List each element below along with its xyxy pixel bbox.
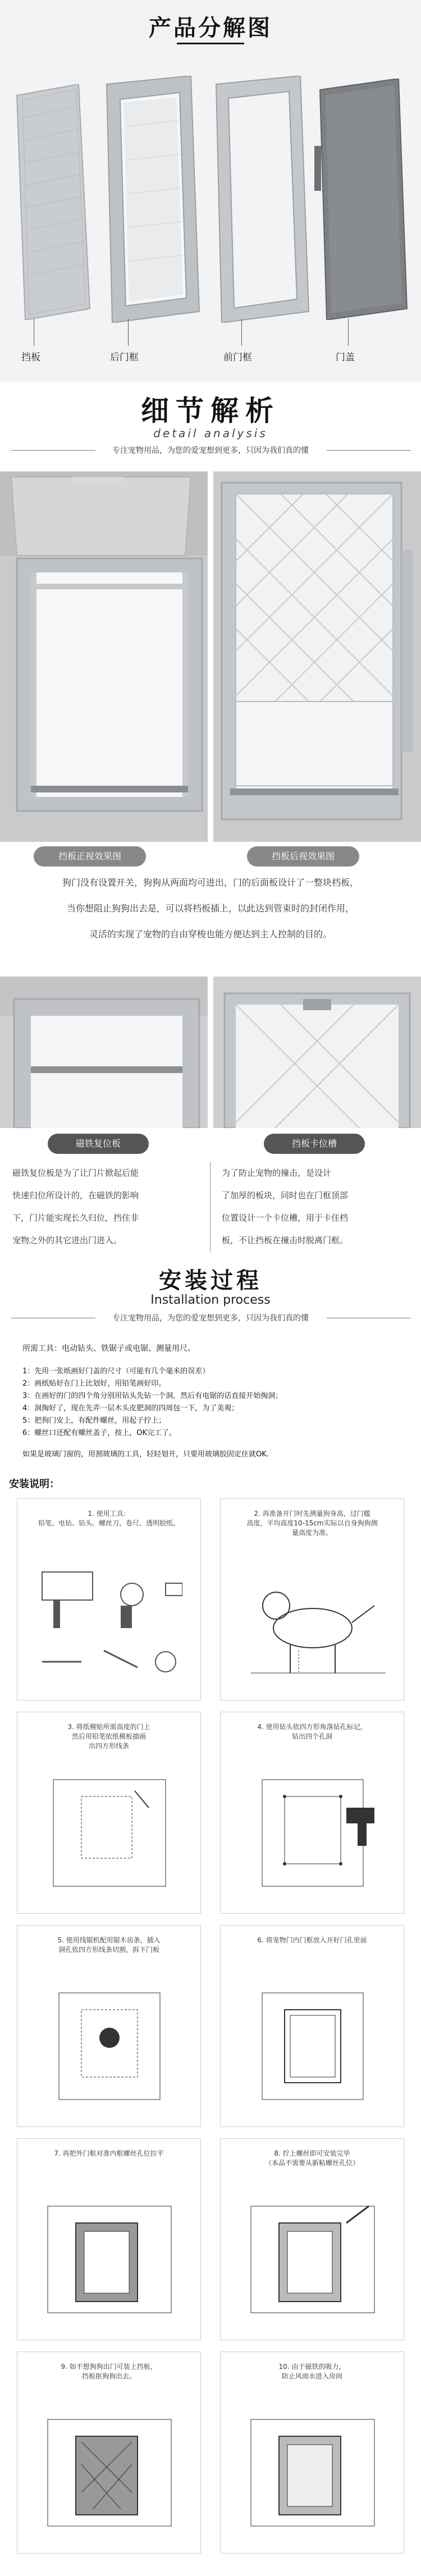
back-view-label: 挡板后视效果图 [247,846,359,867]
detail-analysis-header [0,382,421,471]
card-slot-text-line: 了加厚的板块，同时也在门框顶部 [222,1190,349,1200]
install-step-caption: 5. 使用线锯机配用锯木齿条，插入 洞孔依四方形线条切割，拆下门板 [57,1936,161,1954]
card-slot-text-line: 为了防止宠物的撞击，是设计 [222,1168,332,1178]
install-title: 安装过程 [159,1268,262,1294]
install-step-card [17,1925,201,2127]
install-step-caption: 4. 使用钻头依四方形角落钻孔标记， 钻出四个孔洞 [257,1723,367,1740]
baffle-paragraph-line-1: 狗门没有设置开关，狗狗从两面均可进出，门的后面板设计了一整块档板， [62,877,359,888]
install-step-illustration [36,1774,182,1892]
detail-title: 细节解析 [141,394,280,427]
label-line-front-frame [241,319,242,346]
card-slot-label: 挡板卡位槽 [264,1134,365,1154]
exploded-title: 产品分解图 [149,15,272,41]
front-view-label: 挡板正视效果图 [34,846,146,867]
install-step-card [220,1925,404,2127]
magnet-reset-label: 磁铁复位板 [48,1134,149,1154]
install-step-card [17,1498,201,1700]
front-frame-image [210,76,312,323]
label-line-rear-frame [128,319,129,346]
install-step-illustration [240,1987,386,2105]
divider-right [327,450,411,451]
install-step-caption: 2. 再准备开门时先测量狗身高，过门槛 高度，平均高度10-15cm实际以自身狗狗测 量高度为准。 [246,1510,378,1537]
install-step-card [220,2138,404,2340]
card-slot-photo [213,977,421,1128]
install-step-illustration [240,1561,386,1679]
install-step-text: 4：洞掏好了，现在先弄一层木头皮肥洞的四周包一下，为了美观； [22,1404,239,1413]
magnet-reset-text-line: 磁铁复位板是为了让门片掀起后能 [12,1168,139,1178]
baffle-panel-image [11,84,95,320]
part-label-rear-frame: 后门框 [110,352,139,363]
install-step-text: 2：画纸贴好在门上比划好，用铅笔画好印。 [22,1379,166,1388]
install-step-illustration [36,2414,182,2532]
install-step-text: 6：螺丝口还配有螺丝盖子，按上，OK完工了。 [22,1429,177,1437]
part-label-door-flap: 门盖 [336,352,355,363]
install-step-card [17,2352,201,2554]
install-step-illustration [240,2414,386,2532]
install-step-card [220,2352,404,2554]
install-step-illustration [240,1774,386,1892]
magnet-reset-text-line: 下，门片能实现长久归位，挡住非 [12,1213,139,1223]
exploded-view-section [0,0,421,382]
part-label-baffle: 挡板 [21,352,40,363]
detail-subtitle: detail analysis [153,427,268,440]
front-view-drawing [0,471,208,842]
install-step-caption: 3. 将纸模贴所需高度的门上 然后用铅笔依纸模板描画 出四方形线条 [67,1723,150,1750]
install-guide-label: 安装说明： [9,1478,60,1490]
magnet-reset-text-line: 快速归位所设计的，在磁铁的影响 [12,1190,139,1200]
part-label-front-frame: 前门框 [223,352,252,363]
baffle-paragraph-line-3: 灵活的实现了宠物的自由穿梭也能方便达到主人控制的目的。 [89,929,332,939]
front-view-photo [0,471,208,842]
install-step-illustration [36,1561,182,1679]
detail-slogan: 专注宠物用品，为您的爱宠想到更多，只因为我们真的懂 [112,446,309,455]
card-slot-drawing [213,977,421,1128]
magnet-reset-text-line: 宠物之外的其它进出门进入。 [12,1235,122,1245]
install-step-illustration [240,2201,386,2318]
install-step-illustration [36,2201,182,2318]
install-step-card [17,2138,201,2340]
baffle-paragraph-line-2: 当你想阻止狗狗出去是，可以将档板插上，以此达到管束时的封闭作用， [66,903,354,914]
tools-needed: 所需工具：电动钻头、铁锯子或电锯、测量用尺。 [22,1344,195,1353]
install-step-text: 3：在画好的门的四个角分别用钻头先钻一个洞，然后有电锯的话直接开始掏洞； [22,1392,283,1400]
magnet-reset-photo [0,977,208,1128]
install-step-card [220,1712,404,1914]
install-step-card [17,1712,201,1914]
install-step-text: 5：把狗门安上，有配件螺丝，用起子拧上； [22,1417,166,1425]
install-slogan: 专注宠物用品，为您的爱宠想到更多，只因为我们真的懂 [112,1314,309,1323]
title-underline [177,43,244,44]
install-step-caption: 1. 使用工具： 铅笔、电钻、钻头、螺丝刀、卷尺、透明胶纸。 [38,1510,180,1527]
glass-note: 如果是玻璃门窗的，用割玻璃的工具，轻轻划开，只要用玻璃胶固定住就OK. [22,1450,269,1459]
card-slot-text-line: 位置设计一个卡位槽，用于卡住档 [222,1213,349,1223]
install-step-text: 1：先用一张纸画好门盖的尺寸（可能有几个毫米的误差） [22,1367,210,1376]
label-line-door-flap [348,319,349,346]
card-slot-text-line: 板，不让挡板在撞击时脱离门框。 [222,1235,349,1245]
install-step-caption: 6. 将宠物门内门框放入开好门孔里面 [257,1936,367,1944]
install-step-caption: 8. 拧上螺丝即可安装完毕 （本品不需要从新粘螺丝孔位） [264,2149,359,2167]
door-flap-image [314,79,410,320]
install-step-card [220,1498,404,1700]
magnet-reset-drawing [0,977,208,1128]
install-step-caption: 10. 由于磁铁的吸力， 防止风雨水进入房间 [278,2363,346,2380]
install-step-caption: 9. 如不想狗狗出门可装上挡板， 挡板抠狗狗出去。 [61,2363,157,2380]
back-view-photo [213,471,421,842]
install-subtitle: Installation process [150,1293,271,1307]
install-step-illustration [36,1987,182,2105]
rear-frame-image [101,76,202,323]
install-step-caption: 7. 再把外门框对准内框螺丝孔位拉平 [54,2149,164,2157]
back-view-drawing [213,471,421,842]
